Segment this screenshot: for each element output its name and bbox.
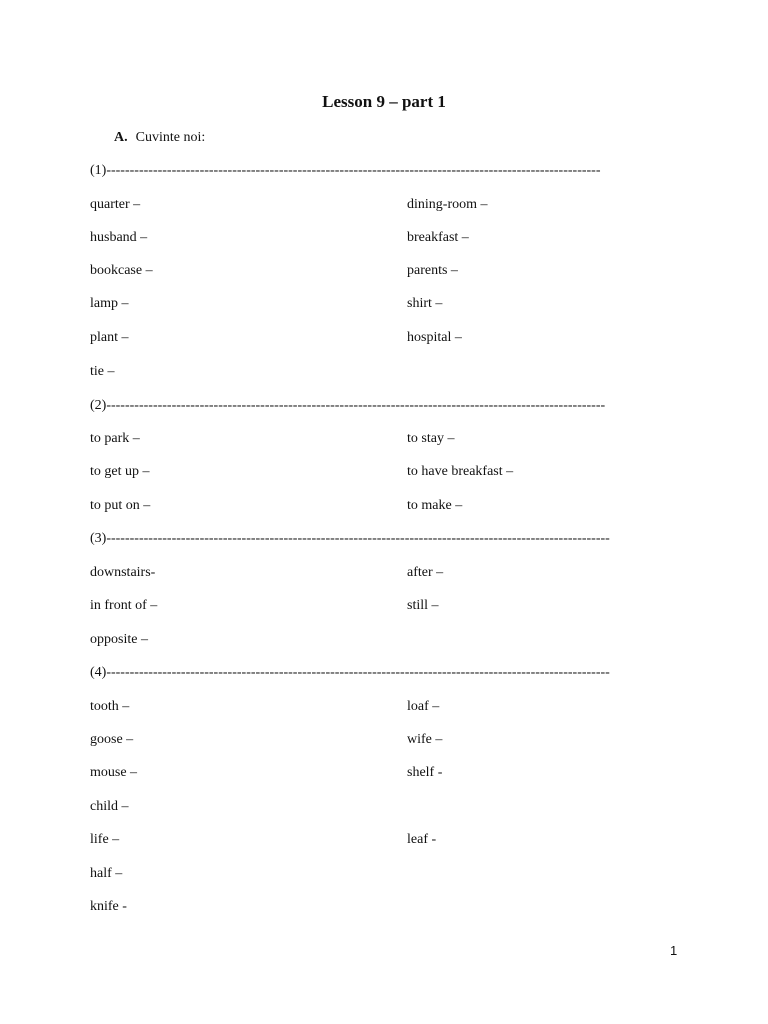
group-3-marker: (3)------------------------------------------------------------------------------------------------------------ bbox=[90, 531, 610, 546]
section-label: Cuvinte noi: bbox=[135, 130, 206, 145]
word-item: parents – bbox=[407, 263, 458, 278]
lesson-title: Lesson 9 – part 1 bbox=[322, 92, 446, 111]
group-4-marker: (4)------------------------------------------------------------------------------------------------------------ bbox=[90, 665, 610, 680]
section-heading bbox=[114, 130, 205, 146]
word-item: to put on – bbox=[90, 498, 151, 513]
word-item: wife – bbox=[407, 732, 443, 747]
word-item: bookcase – bbox=[90, 263, 153, 278]
word-item: loaf – bbox=[407, 699, 440, 714]
word-item: to park – bbox=[90, 431, 140, 446]
word-item: dining-room – bbox=[407, 197, 488, 212]
word-item: in front of – bbox=[90, 598, 158, 613]
word-item: knife - bbox=[90, 899, 127, 914]
word-item: opposite – bbox=[90, 632, 148, 647]
word-item: after – bbox=[407, 565, 444, 580]
word-item: tie – bbox=[90, 364, 115, 379]
word-item: plant – bbox=[90, 330, 129, 345]
word-item: hospital – bbox=[407, 330, 462, 345]
word-item: lamp – bbox=[90, 296, 129, 311]
page-number: 1 bbox=[670, 943, 678, 958]
section-letter: A. bbox=[114, 130, 128, 145]
word-item: to have breakfast – bbox=[407, 464, 514, 479]
word-item: shirt – bbox=[407, 296, 443, 311]
word-item: life – bbox=[90, 832, 120, 847]
word-item: quarter – bbox=[90, 197, 141, 212]
word-item: child – bbox=[90, 799, 129, 814]
word-item: downstairs- bbox=[90, 565, 156, 580]
word-item: to make – bbox=[407, 498, 463, 513]
word-item: to get up – bbox=[90, 464, 150, 479]
word-item: goose – bbox=[90, 732, 134, 747]
group-2-marker: (2)----------------------------------------------------------------------------------------------------------- bbox=[90, 398, 606, 413]
word-item: mouse – bbox=[90, 765, 138, 780]
word-item: still – bbox=[407, 598, 439, 613]
word-item: husband – bbox=[90, 230, 148, 245]
word-item: shelf - bbox=[407, 765, 443, 780]
word-item: leaf - bbox=[407, 832, 437, 847]
word-item: breakfast – bbox=[407, 230, 469, 245]
group-1-marker: (1)---------------------------------------------------------------------------------------------------------- bbox=[90, 163, 601, 178]
word-item: to stay – bbox=[407, 431, 455, 446]
word-item: tooth – bbox=[90, 699, 130, 714]
word-item: half – bbox=[90, 866, 123, 881]
